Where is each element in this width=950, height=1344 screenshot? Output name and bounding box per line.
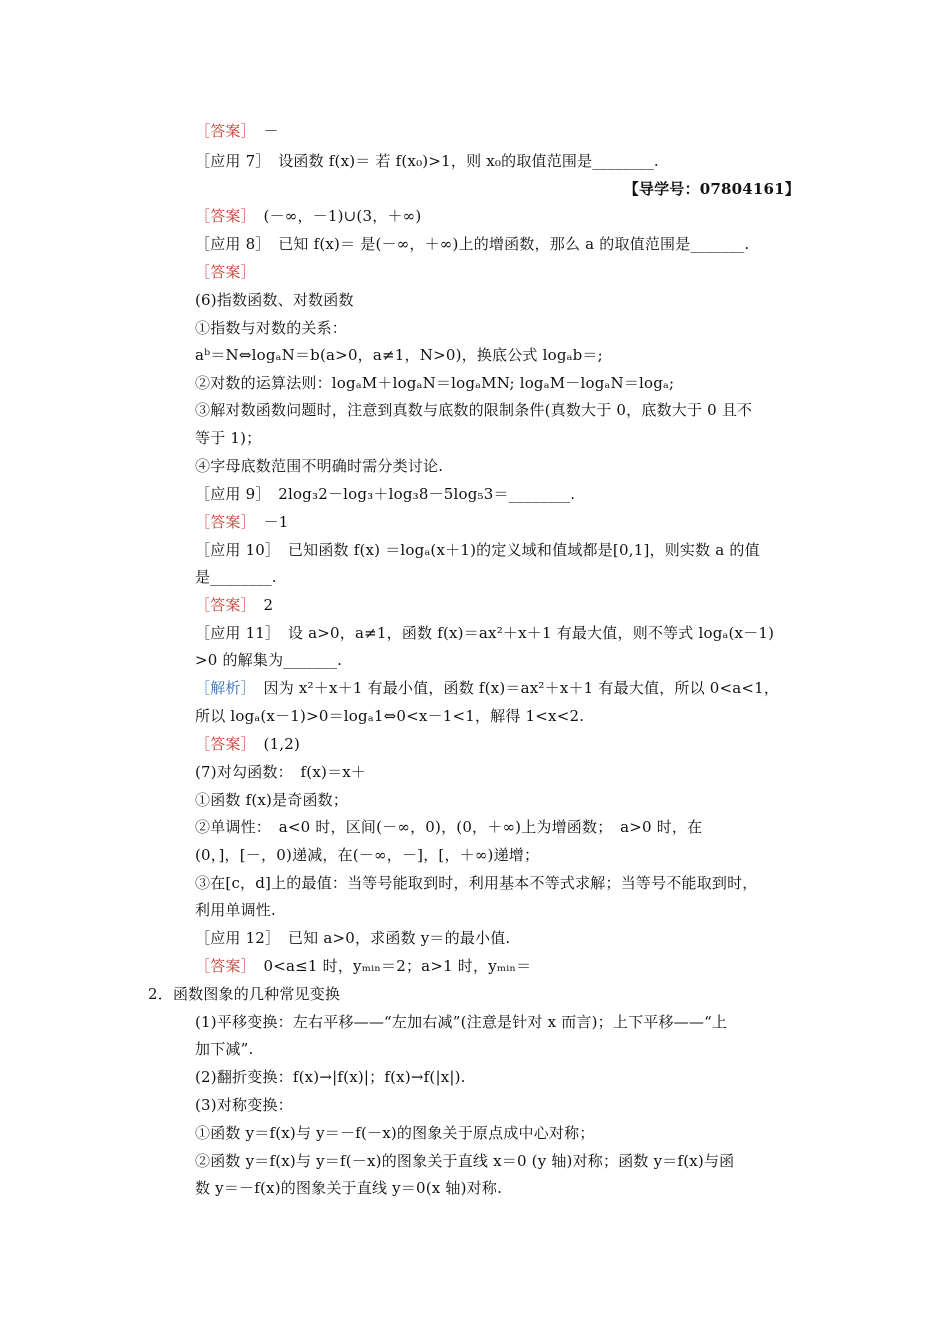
text-line: 加下减”.: [195, 1040, 254, 1058]
text-line: 所以 logₐ(x－1)>0＝logₐ1⇔0<x－1<1，解得 1<x<2.: [195, 707, 585, 725]
analysis-text: 因为 x²＋x＋1 有最小值，函数 f(x)＝ax²＋x＋1 有最大值，所以 0<a<1，: [248, 679, 780, 697]
text-line: 是________.: [195, 568, 277, 586]
text-line: (2)翻折变换：f(x)→|f(x)|；f(x)→f(|x|).: [195, 1068, 466, 1086]
text-line: ［应用 11］ 设 a>0，a≠1，函数 f(x)＝ax²＋x＋1 有最大值，则不等式 logₐ(x－1): [195, 624, 775, 642]
answer-tag: ［答案］: [195, 263, 256, 281]
text-line: (6)指数函数、对数函数: [195, 291, 354, 309]
answer-line: [195, 262, 256, 282]
text-line: ①指数与对数的关系：: [195, 319, 348, 337]
text-line: ②函数 y＝f(x)与 y＝f(－x)的图象关于直线 x＝0 (y 轴)对称；函数 y＝f(x)与函: [195, 1152, 735, 1170]
text-line: ①函数 f(x)是奇函数；: [195, 791, 349, 809]
analysis-line: [195, 678, 779, 698]
text-line: (7)对勾函数： f(x)＝x＋: [195, 763, 367, 781]
text-line: ③解对数函数问题时，注意到真数与底数的限制条件(真数大于 0，底数大于 0 且不: [195, 401, 753, 419]
answer-text: 2: [248, 596, 274, 614]
answer-text: －: [248, 122, 279, 140]
text-line: >0 的解集为_______.: [195, 651, 343, 669]
text-line: ②单调性： a<0 时，区间(－∞，0)，(0，＋∞)上为增函数； a>0 时，在: [195, 818, 703, 836]
answer-line: [195, 956, 531, 976]
reference-number: 【导学号：07804161】: [623, 180, 800, 198]
answer-tag: ［答案］: [195, 596, 249, 614]
answer-line: [195, 206, 421, 226]
answer-tag: ［答案］: [195, 735, 249, 753]
answer-tag: ［答案］: [195, 513, 249, 531]
text-line: ［应用 12］ 已知 a>0，求函数 y＝的最小值.: [195, 929, 511, 947]
answer-line: [195, 734, 300, 754]
text-line: 数 y＝－f(x)的图象关于直线 y＝0(x 轴)对称.: [195, 1179, 503, 1197]
text-line: (0，]，[－，0)递减，在(－∞，－]，[，＋∞)递增；: [195, 846, 540, 864]
text-line: 利用单调性.: [195, 901, 276, 919]
analysis-tag: ［解析］: [195, 679, 249, 697]
answer-text: －1: [248, 513, 289, 531]
text-line: aᵇ＝N⇔logₐN＝b(a>0，a≠1，N>0)，换底公式 logₐb＝;: [195, 346, 603, 364]
answer-line: [195, 121, 279, 141]
answer-tag: ［答案］: [195, 207, 249, 225]
text-line: ［应用 7］ 设函数 f(x)＝ 若 f(x₀)>1，则 x₀的取值范围是________.: [195, 152, 659, 170]
answer-tag: ［答案］: [195, 957, 249, 975]
text-line: ③在[c，d]上的最值：当等号能取到时，利用基本不等式求解；当等号不能取到时，: [195, 874, 758, 892]
text-line: (3)对称变换：: [195, 1096, 293, 1114]
answer-tag: ［答案］: [195, 122, 249, 140]
text-line: ［应用 9］ 2log₃2－log₃＋log₃8－5log₅3＝________.: [195, 485, 576, 503]
answer-text: (1,2): [248, 735, 301, 753]
text-line: (1)平移变换：左右平移——“左加右减”(注意是针对 x 而言)；上下平移——“上: [195, 1013, 728, 1031]
answer-text: 0<a≤1 时，yₘᵢₙ＝2；a>1 时，yₘᵢₙ＝: [248, 957, 532, 975]
text-line: ④字母底数范围不明确时需分类讨论.: [195, 457, 444, 475]
text-line: ［应用 8］ 已知 f(x)＝ 是(－∞，＋∞)上的增函数，那么 a 的取值范围是_______.: [195, 235, 750, 253]
answer-line: [195, 595, 273, 615]
text-line: ①函数 y＝f(x)与 y＝－f(－x)的图象关于原点成中心对称；: [195, 1124, 595, 1142]
section-heading: 2．函数图象的几种常见变换: [148, 985, 341, 1003]
text-line: 等于 1)；: [195, 429, 262, 447]
answer-line: [195, 512, 288, 532]
text-line: ［应用 10］ 已知函数 f(x) ＝logₐ(x＋1)的定义域和值域都是[0,1]，则实数 a 的值: [195, 541, 760, 559]
text-line: ②对数的运算法则：logₐM＋logₐN＝logₐMN; logₐM－logₐN＝logₐ;: [195, 374, 675, 392]
answer-text: (－∞，－1)∪(3，＋∞): [248, 207, 422, 225]
